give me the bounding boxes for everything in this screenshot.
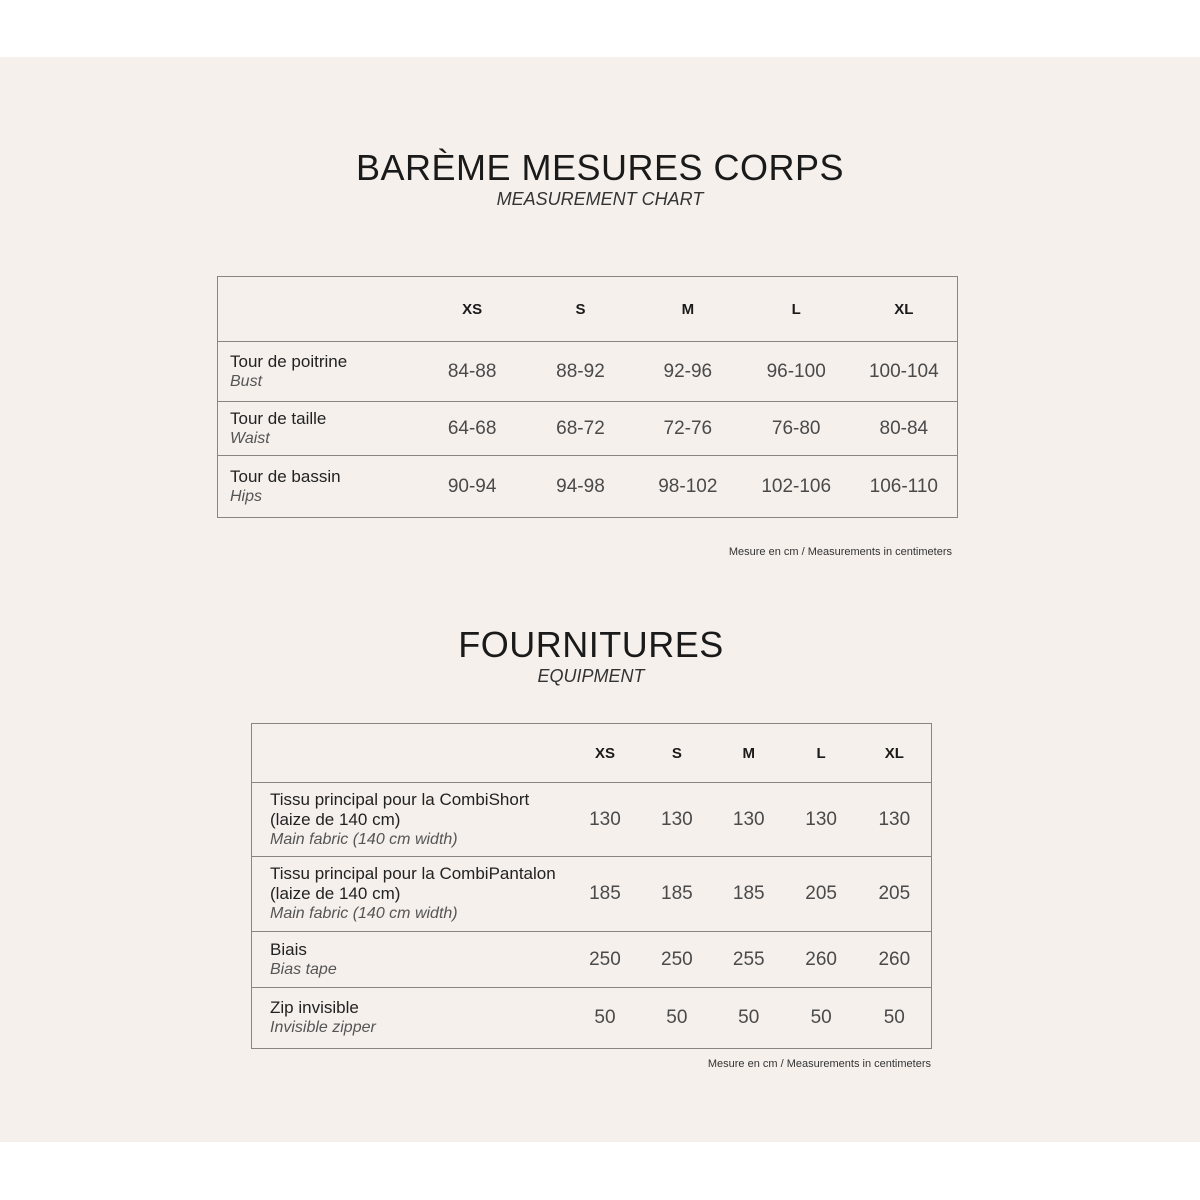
table-cell: 96-100 (766, 360, 826, 382)
row-label-fr: Tour de taille (230, 408, 327, 428)
row-label-fr: Zip invisible (270, 998, 359, 1017)
table-cell: 50 (666, 1007, 688, 1028)
equipment-row (252, 932, 932, 988)
equipment-row (252, 988, 932, 1049)
table-cell: 50 (738, 1007, 760, 1028)
equipment-size-header: S (671, 744, 682, 762)
table-cell: 185 (661, 883, 693, 904)
measurement-header-corner (218, 277, 418, 342)
equipment-header-corner (252, 724, 570, 783)
row-label-en: Hips (230, 487, 263, 505)
table-cell: 205 (805, 883, 837, 904)
table-cell: 250 (661, 948, 693, 970)
measurement-row (218, 456, 958, 518)
table-cell: 260 (805, 948, 837, 970)
equipment-size-header: L (816, 744, 826, 762)
measurement-size-header: S (575, 300, 586, 318)
measurement-subtitle: MEASUREMENT CHART (496, 189, 704, 209)
equipment-heading (0, 625, 1200, 687)
row-label-en: Waist (230, 429, 270, 447)
measurement-table (217, 276, 958, 518)
table-cell: 80-84 (879, 417, 929, 439)
table-cell: 98-102 (658, 475, 718, 497)
table-cell: 130 (878, 808, 911, 830)
table-cell: 130 (589, 808, 621, 830)
equipment-title: FOURNITURES (458, 624, 724, 665)
row-label-en: Bust (230, 372, 263, 390)
table-cell: 185 (589, 883, 621, 904)
measurement-size-header: XL (894, 300, 914, 318)
row-label (218, 456, 418, 518)
row-label-fr: Tour de poitrine (230, 351, 348, 371)
table-cell: 50 (594, 1007, 616, 1028)
row-label-fr: Biais (270, 939, 307, 959)
equipment-row (252, 783, 932, 857)
row-label-en: Main fabric (140 cm width) (270, 830, 458, 848)
row-label-en: Invisible zipper (270, 1019, 376, 1036)
row-label (252, 988, 570, 1049)
table-cell: 185 (732, 883, 765, 904)
table-cell: 130 (661, 808, 693, 830)
row-label-fr: Tissu principal pour la CombiPantalon (laize de 140 cm) (270, 864, 556, 903)
measurement-title: BARÈME MESURES CORPS (355, 147, 845, 188)
measurement-header-row (218, 277, 958, 342)
equipment-size-header: M (742, 744, 755, 762)
table-cell: 64-68 (447, 417, 497, 439)
row-label (218, 342, 418, 402)
row-label (252, 932, 570, 988)
row-label (252, 783, 570, 857)
table-cell: 76-80 (771, 417, 821, 439)
table-cell: 72-76 (663, 417, 713, 439)
measurement-row (218, 342, 958, 402)
table-cell: 68-72 (556, 417, 605, 439)
table-cell: 90-94 (447, 475, 497, 497)
table-cell: 88-92 (556, 360, 605, 382)
table-cell: 130 (805, 808, 837, 830)
row-label-fr: Tour de bassin (230, 466, 341, 486)
equipment-size-header: XL (884, 744, 904, 762)
equipment-row (252, 857, 932, 932)
equipment-note: Mesure en cm / Measurements in centimeters (707, 1058, 931, 1070)
table-cell: 50 (883, 1007, 905, 1028)
table-cell: 255 (732, 948, 765, 970)
table-cell: 102-106 (761, 475, 832, 497)
table-cell: 260 (878, 948, 911, 970)
equipment-size-header: XS (594, 744, 615, 762)
table-cell: 50 (810, 1007, 832, 1028)
table-cell: 250 (589, 948, 621, 970)
measurement-note: Mesure en cm / Measurements in centimeters (728, 546, 952, 558)
equipment-subtitle: EQUIPMENT (537, 666, 645, 686)
row-label-fr: Tissu principal pour la CombiShort (laize de 140 cm) (270, 789, 530, 829)
measurement-size-header: XS (462, 300, 483, 318)
measurement-size-header: M (681, 300, 695, 318)
row-label (218, 402, 418, 456)
row-label-en: Bias tape (270, 960, 337, 978)
equipment-header-row (252, 724, 932, 783)
table-cell: 84-88 (447, 360, 497, 382)
table-cell: 92-96 (663, 360, 713, 382)
row-label (252, 857, 570, 932)
measurement-size-header: L (791, 300, 801, 318)
equipment-table (251, 723, 932, 1049)
table-cell: 205 (878, 883, 911, 904)
measurement-row (218, 402, 958, 456)
measurement-heading (0, 148, 1200, 210)
row-label-en: Main fabric (140 cm width) (270, 905, 458, 922)
table-cell: 94-98 (556, 475, 605, 497)
table-cell: 100-104 (868, 360, 939, 382)
table-cell: 130 (732, 808, 765, 830)
table-cell: 106-110 (869, 475, 938, 497)
